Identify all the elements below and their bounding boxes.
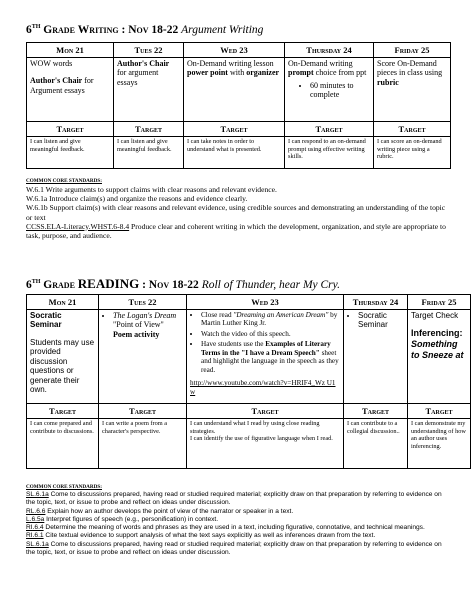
writing-target-text: I can respond to an on-demand prompt using effective writing skills.: [285, 137, 374, 169]
reading-thu-cell: [344, 310, 408, 404]
reading-wed-bullet: • Close read "Dreaming an American Dream" by Martin Luther King Jr.: [201, 311, 340, 328]
reading-day-header: Wed 23: [187, 295, 344, 310]
reading-target-text: I can demonstrate my understanding of how an author uses inferencing.: [408, 419, 471, 469]
reading-target-text: I can contribute to a collegial discussion..: [344, 419, 408, 469]
reading-fri-title: Something to Sneeze at: [411, 339, 464, 360]
writing-day-header: Thursday 24: [285, 43, 374, 58]
writing-target-text: I can score an on-demand writing piece using a rubric.: [374, 137, 451, 169]
reading-standard: RL.6.6 Explain how an author develops the point of view of the narrator or speaker in a text.: [26, 507, 294, 515]
reading-standard: RI.6.4 Determine the meaning of words and phrases as they are used in a text, including figurative, connotative, and technical meanings.: [26, 524, 425, 532]
writing-day-header: Friday 25: [374, 43, 451, 58]
writing-target-label: Target: [114, 122, 184, 137]
writing-target-label: Target: [27, 122, 114, 137]
reading-standard: RI.6.1 Cite textual evidence to support analysis of what the text says explicitly as well as inferences drawn from the text.: [26, 532, 376, 540]
reading-wed-bullet: • Watch the video of this speech.: [201, 330, 340, 338]
writing-tue-cell: Author's Chair for argument essays: [114, 58, 184, 122]
reading-title: 6TH Grade READING : Nov 18-22 Roll of Thunder, hear My Cry.: [26, 276, 341, 291]
writing-wed-cell: On-Demand writing lesson power point with organizer: [184, 58, 285, 122]
writing-day-header: Mon 21: [27, 43, 114, 58]
reading-table: [26, 294, 471, 469]
reading-target-label: Target: [408, 404, 471, 419]
writing-fri-cell: Score On-Demand pieces in class using rubric: [374, 58, 451, 122]
reading-standard: L.6.5a Interpret figures of speech (e.g., personification) in context.: [26, 515, 219, 523]
writing-target-text: I can listen and give meaningful feedback.: [27, 137, 114, 169]
writing-standard: W.6.1 Write arguments to support claims with clear reasons and relevant evidence.: [26, 185, 277, 195]
reading-target-label: Target: [344, 404, 408, 419]
reading-target-label: Target: [99, 404, 187, 419]
writing-mon-line: Author's Chair for Argument essays: [30, 76, 94, 95]
writing-standards: [26, 178, 450, 240]
writing-thu-bullet: • 60 minutes to complete: [310, 81, 370, 100]
reading-target-label: Target: [27, 404, 99, 419]
writing-day-header: Tues 22: [114, 43, 184, 58]
reading-mon-cell: [27, 310, 99, 404]
writing-target-text: I can listen and give meaningful feedback.: [114, 137, 184, 169]
writing-target-label: Target: [285, 122, 374, 137]
writing-mon-cell: [27, 58, 114, 122]
writing-target-label: Target: [374, 122, 451, 137]
reading-fri-label: Inferencing:: [411, 328, 463, 339]
writing-thu-cell: On-Demand writing prompt choice from ppt • 60 minutes to complete: [285, 58, 374, 122]
reading-section: [26, 276, 450, 292]
youtube-link[interactable]: http://www.youtube.com/watch?v=HRIF4_Wz U1w: [190, 379, 336, 396]
writing-day-header: Wed 23: [184, 43, 285, 58]
reading-day-header: Friday 25: [408, 295, 471, 310]
writing-standard: W.6.1a Introduce claim(s) and organize the reasons and evidence clearly.: [26, 194, 248, 204]
writing-standards-header: COMMON CORE STANDARDS:: [26, 178, 102, 184]
reading-target-text: I can write a poem from a character's perspective.: [99, 419, 187, 469]
reading-mon-text: Students may use provided discussion questions or generate their own.: [30, 337, 95, 395]
reading-target-label: Target: [187, 404, 344, 419]
reading-wed-bullet: • Have students use the Examples of Literary Terms in the "I have a Dream Speech" sheet and highlight the language in the speech as they read.: [201, 340, 340, 374]
reading-fri-cell: [408, 310, 471, 404]
reading-wed-cell: [187, 310, 344, 404]
writing-mon-line: WOW words: [30, 59, 73, 68]
reading-target-text: I can come prepared and contribute to discussions.: [27, 419, 99, 469]
writing-standard: CCSS.ELA-Literacy.WHST.6-8.4 Produce clear and coherent writing in which the development, organization, and style are appropriate to task, purpose, and audience.: [26, 221, 446, 240]
writing-table-wrap: [26, 42, 450, 169]
reading-day-header: Tues 22: [99, 295, 187, 310]
writing-target-label: Target: [184, 122, 285, 137]
writing-title: 6TH Grade Writing : Nov 18-22 Argument Writing: [26, 24, 264, 36]
writing-section: [26, 24, 450, 36]
writing-target-text: I can take notes in order to understand what is presented.: [184, 137, 285, 169]
reading-standard: SL.6.1a Come to discussions prepared, having read or studied required material; explicitly draw on that preparation by referring to evidence on the topic, text, or issue to probe and reflect on ideas under discussion.: [26, 540, 442, 556]
reading-day-header: Mon 21: [27, 295, 99, 310]
reading-tue-cell: [99, 310, 187, 404]
reading-mon-heading: Socratic Seminar: [30, 311, 62, 330]
reading-standards-header: COMMON CORE STANDARDS:: [26, 484, 102, 490]
reading-tue-bullet: • The Logan's Dream "Point of View" Poem activity: [113, 311, 183, 339]
reading-fri-heading: Target Check: [411, 311, 459, 320]
reading-day-header: Thursday 24: [344, 295, 408, 310]
reading-target-text: I can understand what I read by using close reading strategies. I can identify the use of figurative language when I read.: [187, 419, 344, 469]
writing-table: [26, 42, 451, 169]
reading-standards: [26, 484, 450, 557]
reading-table-wrap: [26, 294, 466, 469]
reading-standard: SL.6.1a Come to discussions prepared, having read or studied required material; explicitly draw on that preparation by referring to evidence on the topic, text, or issue to probe and reflect on ideas under discussion.: [26, 491, 442, 507]
reading-thu-bullet: • Socratic Seminar: [358, 311, 404, 330]
writing-standard: W.6.1b Support claim(s) with clear reasons and relevant evidence, using credible sources and demonstrating an understanding of the topic or text: [26, 203, 446, 222]
